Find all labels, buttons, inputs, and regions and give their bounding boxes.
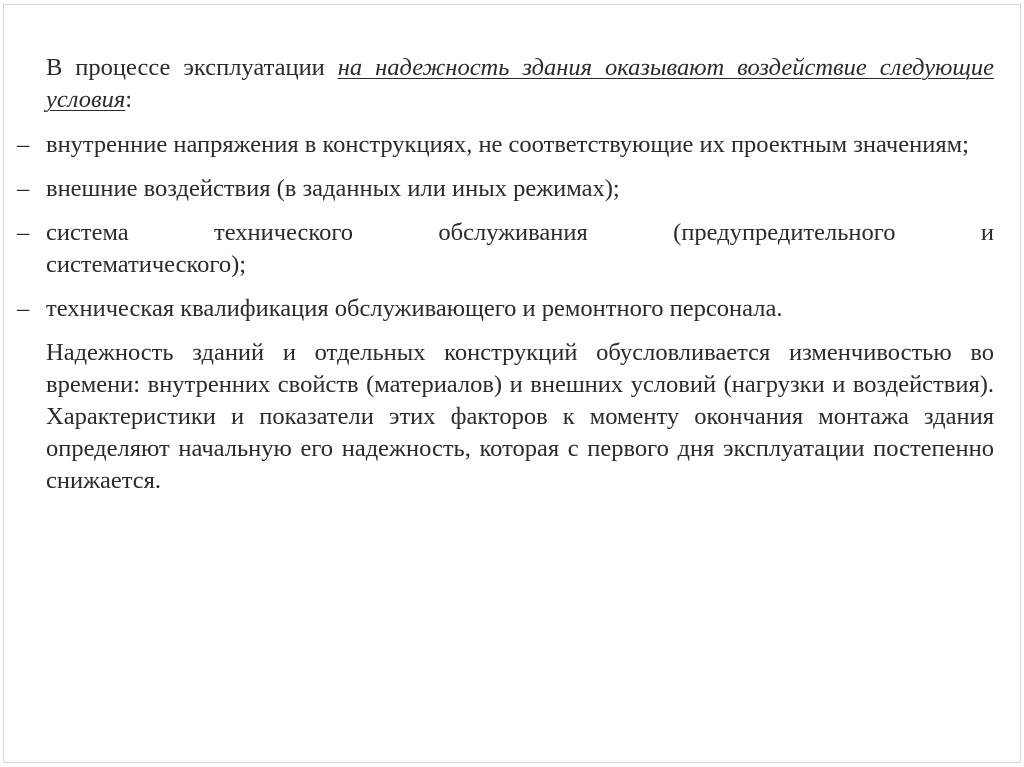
list-item-first-line xyxy=(46,217,994,249)
spread-word: технического xyxy=(214,219,354,246)
intro-tail-text: : xyxy=(125,86,133,113)
list-item xyxy=(17,173,994,205)
spread-word: (предупредительного xyxy=(673,219,896,246)
list-dash-marker: – xyxy=(17,131,30,158)
list-item xyxy=(17,217,994,281)
list-item-text: внутренние напряжения в конструкциях, не соответствующие их проектным значениям; xyxy=(46,131,969,158)
spread-word: обслуживания xyxy=(438,219,588,246)
document-body xyxy=(0,52,1024,497)
list-item xyxy=(17,129,994,161)
conditions-list xyxy=(0,129,1024,325)
list-item-text: техническая квалификация обслуживающего и ремонтного персонала. xyxy=(46,295,783,322)
list-dash-marker: – xyxy=(17,219,30,246)
list-item-text: внешние воздействия (в заданных или иных режимах); xyxy=(46,175,620,202)
list-item-second-line: систематического); xyxy=(46,251,247,278)
spread-word: и xyxy=(980,219,994,246)
spread-word: система xyxy=(46,219,129,246)
list-dash-marker: – xyxy=(17,175,30,202)
closing-paragraph: Надежность зданий и отдельных конструкций обусловливается изменчивостью во времени: внутренних свойств (материалов) и внешних условий (нагрузки и воздействия). Характеристики и показатели этих факторов к моменту окончания монтажа здания определяют начальную его надежность, которая с первого дня эксплуатации постепенно снижается. xyxy=(46,339,994,494)
intro-lead-text: В процессе эксплуатации xyxy=(46,54,338,81)
intro-paragraph xyxy=(46,52,994,116)
intro-emphasis-text: на надежность здания оказывают воздействие следующие условия xyxy=(46,54,995,113)
list-item xyxy=(17,293,994,325)
list-dash-marker: – xyxy=(17,295,30,322)
